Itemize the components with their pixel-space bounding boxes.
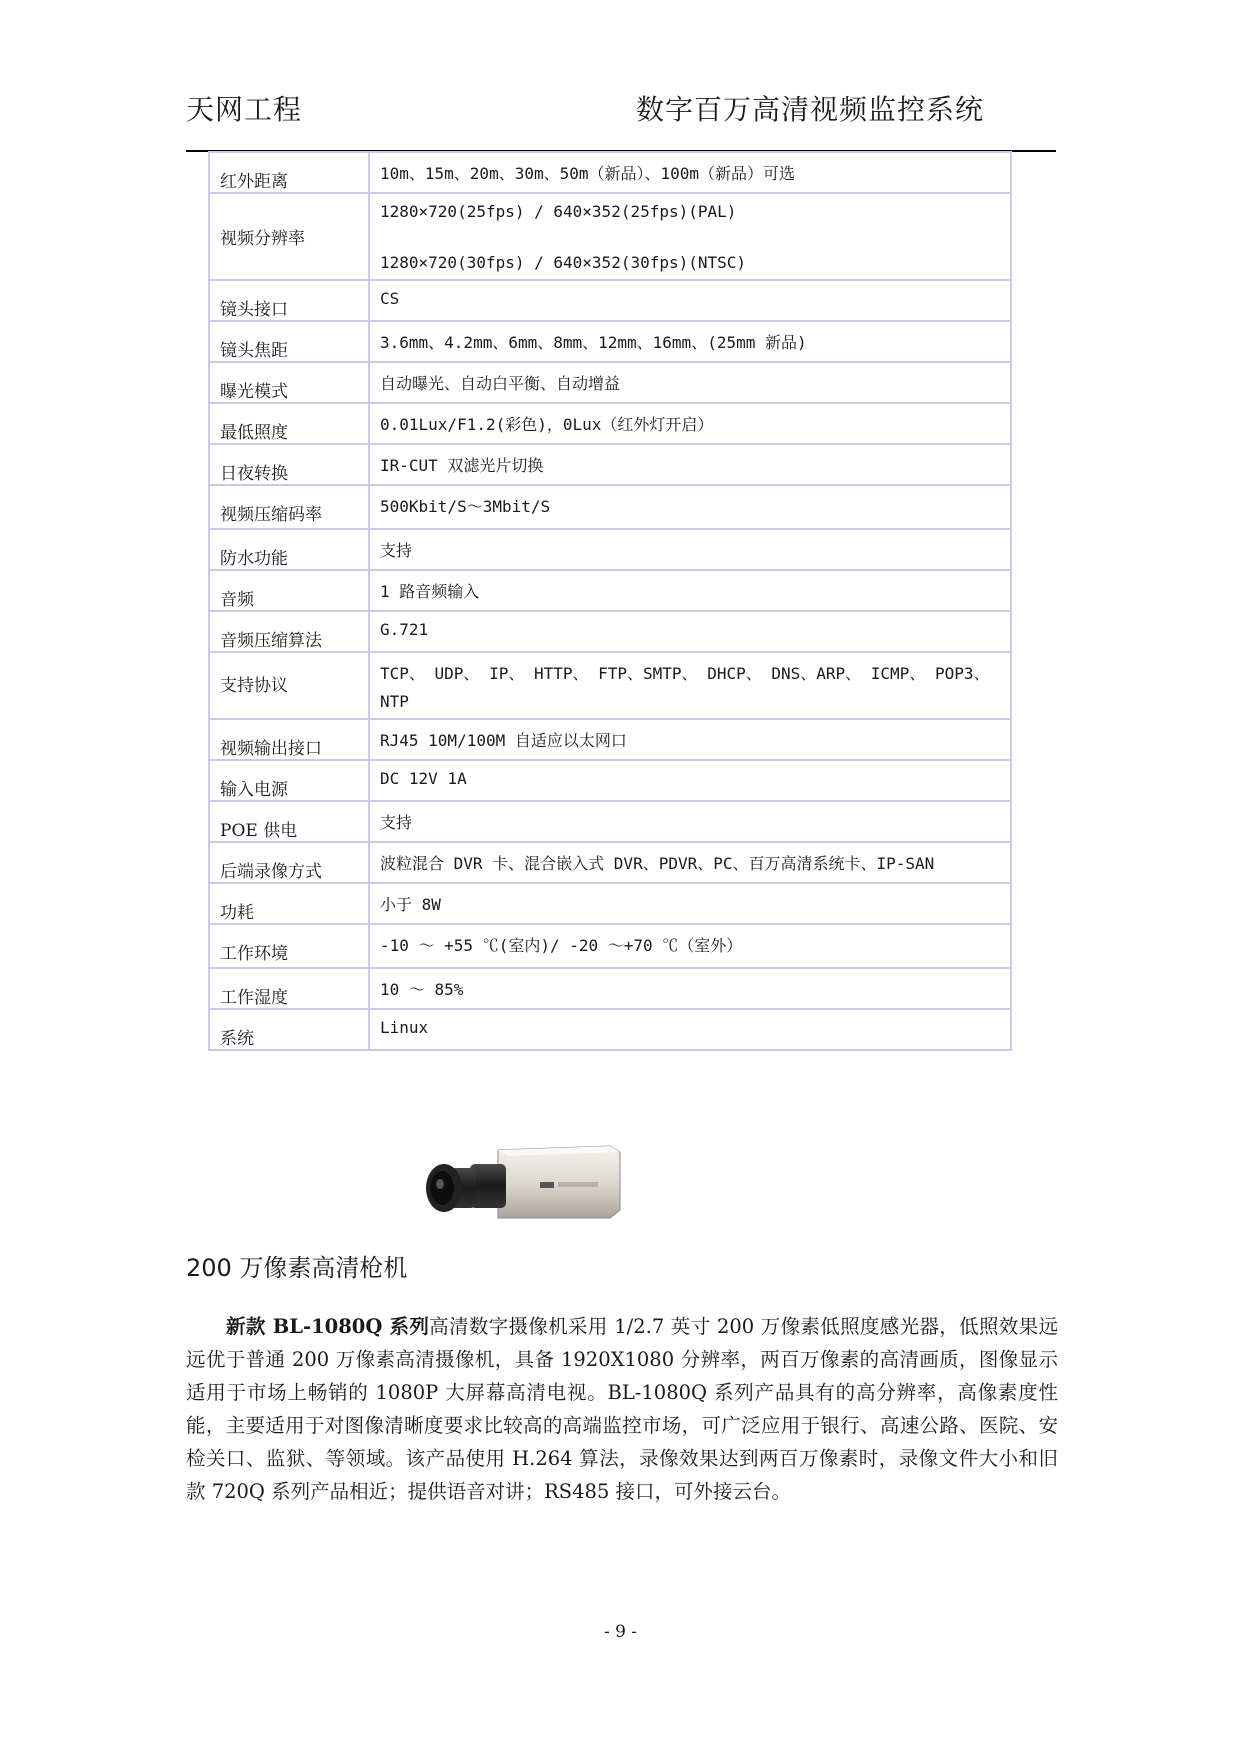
spec-row <box>209 924 1011 968</box>
spec-row <box>209 152 1011 193</box>
spec-label: 最低照度 <box>220 423 288 443</box>
spec-label-cell <box>209 362 369 403</box>
spec-row <box>209 1009 1011 1050</box>
spec-value: 支持 <box>380 813 413 832</box>
spec-label-cell <box>209 801 369 842</box>
spec-row <box>209 280 1011 321</box>
section-title: 200 万像素高清枪机 <box>186 1254 408 1282</box>
spec-label: 镜头接口 <box>220 300 288 320</box>
spec-label: 镜头焦距 <box>220 341 288 361</box>
spec-label-cell <box>209 760 369 801</box>
spec-label-cell <box>209 968 369 1009</box>
spec-value-cell <box>369 570 1011 611</box>
spec-value-cell <box>369 611 1011 652</box>
spec-value: 10m、15m、20m、30m、50m（新品）、100m（新品）可选 <box>380 164 796 183</box>
spec-label-cell <box>209 883 369 924</box>
spec-value-cell <box>369 280 1011 321</box>
spec-label: 日夜转换 <box>220 464 288 484</box>
spec-label: 红外距离 <box>220 172 288 192</box>
header-left-title: 天网工程 <box>186 93 303 126</box>
spec-value: G.721 <box>380 620 429 639</box>
spec-value-cell <box>369 362 1011 403</box>
spec-value-cell <box>369 193 1011 280</box>
spec-value-cell <box>369 968 1011 1009</box>
spec-row <box>209 570 1011 611</box>
spec-row <box>209 719 1011 760</box>
spec-label-cell <box>209 193 369 280</box>
spec-value: 500Kbit/S～3Mbit/S <box>380 497 551 516</box>
spec-label-cell <box>209 570 369 611</box>
spec-value-cell <box>369 924 1011 968</box>
spec-label: POE 供电 <box>220 821 298 841</box>
spec-label: 音频 <box>220 590 254 610</box>
spec-value: 1 路音频输入 <box>380 582 480 601</box>
spec-row <box>209 321 1011 362</box>
spec-value-cell <box>369 529 1011 570</box>
spec-label-cell <box>209 529 369 570</box>
spec-label: 输入电源 <box>220 780 288 800</box>
spec-value-cell <box>369 801 1011 842</box>
spec-value: -10 ～ +55 ℃(室内)/ -20 ～+70 ℃（室外） <box>380 936 743 955</box>
spec-label-cell <box>209 485 369 529</box>
spec-label: 系统 <box>220 1029 254 1049</box>
spec-label: 功耗 <box>220 903 254 923</box>
spec-value-cell <box>369 652 1011 719</box>
spec-row <box>209 611 1011 652</box>
spec-label: 防水功能 <box>220 549 288 569</box>
spec-value-cell <box>369 760 1011 801</box>
spec-label: 视频分辨率 <box>220 229 305 249</box>
spec-label: 工作环境 <box>220 944 288 964</box>
camera-image <box>410 1138 622 1228</box>
spec-value-cell <box>369 444 1011 485</box>
spec-value: 支持 <box>380 541 413 560</box>
spec-value-cell <box>369 321 1011 362</box>
spec-value-cell <box>369 403 1011 444</box>
spec-label: 后端录像方式 <box>220 862 322 882</box>
page-header <box>186 88 1056 150</box>
spec-label: 视频输出接口 <box>220 739 322 759</box>
spec-value-line2: 1280×720(30fps) / 640×352(30fps)(NTSC) <box>380 253 747 272</box>
spec-row <box>209 362 1011 403</box>
spec-value: 10 ～ 85% <box>380 980 464 999</box>
header-right-title: 数字百万高清视频监控系统 <box>635 93 984 126</box>
product-lead: 新款 BL-1080Q 系列 <box>226 1315 430 1338</box>
spec-value: RJ45 10M/100M 自适应以太网口 <box>380 731 627 750</box>
spec-label: 支持协议 <box>220 676 288 696</box>
spec-label: 音频压缩算法 <box>220 631 322 651</box>
spec-value: IR-CUT 双滤光片切换 <box>380 456 544 475</box>
spec-label-cell <box>209 611 369 652</box>
spec-value: DC 12V 1A <box>380 769 467 788</box>
spec-label-cell <box>209 1009 369 1050</box>
spec-label-cell <box>209 444 369 485</box>
spec-value-cell <box>369 883 1011 924</box>
spec-row <box>209 652 1011 719</box>
spec-label-cell <box>209 652 369 719</box>
spec-value: 0.01Lux/F1.2(彩色)，0Lux（红外灯开启） <box>380 415 714 434</box>
spec-row <box>209 403 1011 444</box>
spec-value-line2: NTP <box>380 692 409 711</box>
spec-value: CS <box>380 289 400 308</box>
spec-row <box>209 801 1011 842</box>
spec-label-cell <box>209 842 369 883</box>
spec-value: 波粒混合 DVR 卡、混合嵌入式 DVR、PDVR、PC、百万高清系统卡、IP-SAN <box>380 854 935 873</box>
spec-row <box>209 485 1011 529</box>
spec-table <box>208 151 1012 1051</box>
spec-label-cell <box>209 280 369 321</box>
spec-label-cell <box>209 403 369 444</box>
spec-value: 小于 8W <box>380 895 441 914</box>
spec-label-cell <box>209 924 369 968</box>
spec-value: 3.6mm、4.2mm、6mm、8mm、12mm、16mm、(25mm 新品) <box>380 333 807 352</box>
spec-row <box>209 760 1011 801</box>
spec-label: 视频压缩码率 <box>220 505 322 525</box>
spec-value: Linux <box>380 1018 429 1037</box>
spec-value-cell <box>369 719 1011 760</box>
spec-value-cell <box>369 152 1011 193</box>
spec-label: 工作湿度 <box>220 988 288 1008</box>
product-description <box>186 1310 1058 1508</box>
spec-label-cell <box>209 152 369 193</box>
spec-row <box>209 883 1011 924</box>
spec-label-cell <box>209 719 369 760</box>
spec-value-cell <box>369 1009 1011 1050</box>
spec-row <box>209 968 1011 1009</box>
product-body: 高清数字摄像机采用 1/2.7 英寸 200 万像素低照度感光器，低照效果远远优于普通 200 万像素高清摄像机，具备 1920X1080 分辨率，两百万像素的高清画质，图像显示适用于市场上畅销的 1080P 大屏幕高清电视。BL-1080Q 系列产品具有的高分辨率，高像素度性能，主要适用于对图像清晰度要求比较高的高端监控市场，可广泛应用于银行、高速公路、医院、安检关口、监狱、等领域。该产品使用 H.264 算法，录像效果达到两百万像素时，录像文件大小和旧款 720Q 系列产品相近；提供语音对讲；RS485 接口，可外接云台。 <box>186 1315 1058 1503</box>
spec-value-cell <box>369 842 1011 883</box>
spec-row <box>209 529 1011 570</box>
spec-label-cell <box>209 321 369 362</box>
spec-row <box>209 193 1011 280</box>
spec-value: TCP、 UDP、 IP、 HTTP、 FTP、SMTP、 DHCP、 DNS、ARP、 ICMP、 POP3、 <box>380 664 990 683</box>
page-number: - 9 - <box>603 1622 638 1642</box>
spec-value-cell <box>369 485 1011 529</box>
spec-row <box>209 842 1011 883</box>
spec-label: 曝光模式 <box>220 382 288 402</box>
spec-value: 自动曝光、自动白平衡、自动增益 <box>380 374 621 393</box>
spec-value: 1280×720(25fps) / 640×352(25fps)(PAL) <box>380 202 737 221</box>
spec-row <box>209 444 1011 485</box>
